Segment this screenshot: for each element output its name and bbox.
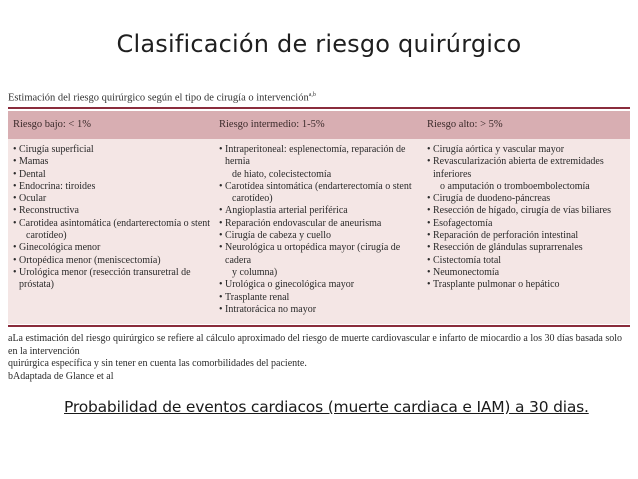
list-item-continuation: carotídeo) (26, 230, 67, 242)
footnote-a: aLa estimación del riesgo quirúrgico se refiere al cálculo aproximado del riesgo de muerte cardiovascular e infarto de miocardio a los 30 días basada solo en la intervención (8, 333, 623, 357)
list-item: • Endocrina: tiroides (13, 181, 213, 193)
list-item: • Trasplante pulmonar o hepático (427, 279, 627, 291)
list-item: • Resección de hígado, cirugía de vías biliares (427, 205, 627, 217)
list-item: • Carotidea asintomática (endarterectomía o stent (13, 218, 213, 230)
list-item: • Dental (13, 169, 213, 181)
list-item: • Neurológica u ortopédica mayor (cirugía de cadera (219, 242, 424, 267)
header-low-risk: Riesgo bajo: < 1% (13, 119, 91, 130)
list-item: • Resección de glándulas suprarrenales (427, 242, 627, 254)
list-item: • Cistectomía total (427, 255, 627, 267)
footnote-a-cont: quirúrgica específica y sin tener en cuenta las comorbilidades del paciente. (8, 358, 307, 369)
table-top-rule (8, 107, 630, 109)
header-high-risk: Riesgo alto: > 5% (427, 119, 503, 130)
slide-title: Clasificación de riesgo quirúrgico (116, 30, 522, 58)
list-item: • Intratorácica no mayor (219, 304, 424, 316)
table-bottom-rule (8, 325, 630, 327)
intermediate-risk-column (219, 144, 424, 316)
list-item: • Reparación endovascular de aneurisma (219, 218, 424, 230)
table-footnotes (8, 333, 630, 383)
list-item: • Reparación de perforación intestinal (427, 230, 627, 242)
low-risk-column (13, 144, 213, 292)
list-item: • Carotídea sintomática (endarterectomía o stent (219, 181, 424, 193)
footnote-b: bAdaptada de Glance et al (8, 370, 114, 382)
list-item: • Neumonectomía (427, 267, 627, 279)
list-item: • Urológica menor (resección transuretral de próstata) (13, 267, 213, 292)
table-caption-text: Estimación del riesgo quirúrgico según el tipo de cirugía o intervención (8, 92, 309, 104)
slide-caption: Probabilidad de eventos cardiacos (muerte cardiaca e IAM) a 30 dias. (64, 398, 589, 416)
list-item: • Ginecológica menor (13, 242, 213, 254)
list-item-continuation: carotídeo) (232, 193, 273, 205)
list-item: • Angioplastia arterial periférica (219, 205, 424, 217)
list-item: • Intraperitoneal: esplenectomía, reparación de hernia (219, 144, 424, 169)
list-item: • Ocular (13, 193, 213, 205)
list-item: • Reconstructiva (13, 205, 213, 217)
header-intermediate-risk: Riesgo intermedio: 1-5% (219, 119, 325, 130)
high-risk-column (427, 144, 627, 292)
list-item-continuation: de hiato, colecistectomía (232, 168, 332, 180)
list-item-continuation: o amputación o tromboembolectomía (440, 180, 590, 192)
list-item: • Revascularización abierta de extremidades inferiores (427, 156, 627, 181)
list-item: • Cirugía aórtica y vascular mayor (427, 144, 627, 156)
list-item: • Cirugía superficial (13, 144, 213, 156)
list-item: • Trasplante renal (219, 292, 424, 304)
list-item: • Ortopédica menor (meniscectomía) (13, 255, 213, 267)
list-item: • Cirugía de duodeno-páncreas (427, 193, 627, 205)
table-caption-sup: a,b (308, 92, 316, 98)
list-item: • Urológica o ginecológica mayor (219, 279, 424, 291)
list-item: • Mamas (13, 156, 213, 168)
list-item-continuation: y columna) (232, 266, 278, 278)
list-item: • Esofagectomía (427, 218, 627, 230)
list-item: • Cirugía de cabeza y cuello (219, 230, 424, 242)
table-caption (8, 92, 316, 104)
